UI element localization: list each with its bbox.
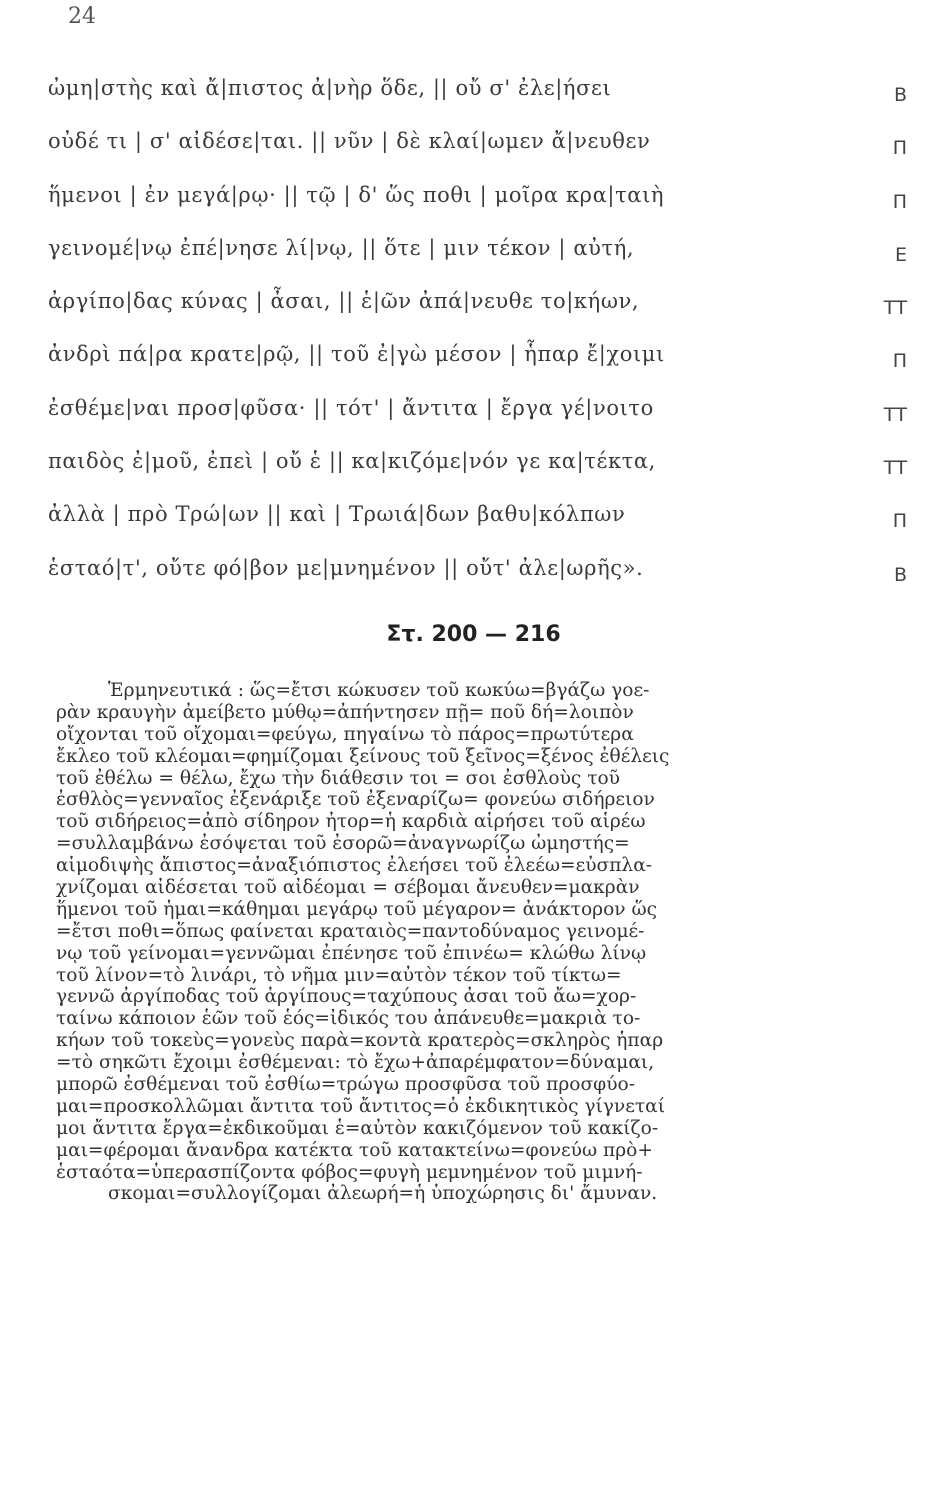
commentary-line: Ἑρμηνευτικά : ὥς=ἔτσι κώκυσεν τοῦ κωκύω=βγάζω γοε- [108, 680, 650, 701]
verse-block [0, 68, 947, 601]
commentary-line: τοῦ σιδήρειος=ἀπὸ σίδηρον ἦτορ=ἡ καρδιὰ αἱρήσει τοῦ αἱρέω [56, 811, 646, 833]
verse-scansion-mark: Π [892, 137, 907, 160]
verse-scansion-mark: Β [893, 563, 907, 586]
verse-text: οὐδέ τι | σ' αἰδέσε|ται. || νῦν | δὲ κλαί|ωμεν ἄ|νευθεν [48, 129, 651, 154]
commentary-line: χνίζομαι αἰδέσεται τοῦ αἰδέομαι = σέβομαι ἄνευθεν=μακρὰν [56, 877, 640, 899]
commentary-line: μαι=προσκολλῶμαι ἄντιτα τοῦ ἄντιτος=ὁ ἐκδικητικὸς γίγνεταί [56, 1095, 665, 1117]
verse-line [0, 548, 947, 601]
verse-text: ἐσθέμε|ναι προσ|φῦσα· || τότ' | ἄντιτα | ἔργα γέ|νοιτο [48, 395, 654, 420]
verse-text: ὠμη|στὴς καὶ ἄ|πιστος ἀ|νὴρ ὅδε, || οὔ σ' ἐλε|ήσει [48, 76, 612, 100]
commentary-line: αἱμοδιψὴς ἄπιστος=ἀναξιόπιστος ἐλεήσει τοῦ ἐλεέω=εὐσπλα- [56, 855, 653, 877]
commentary-line: ρὰν κραυγὴν ἀμείβετο μύθῳ=ἀπήντησεν πῇ= ποῦ δή=λοιπὸν [56, 701, 634, 723]
commentary-line: μοι ἄντιτα ἔργα=ἐκδικοῦμαι ἑ=αὐτὸν κακιζόμενον τοῦ κακίζο- [56, 1117, 659, 1139]
commentary-line: οἴχονται τοῦ οἴχομαι=φεύγω, πηγαίνω τὸ πάρος=πρωτύτερα [56, 723, 634, 745]
verse-scansion-mark: ΤΤ [883, 457, 907, 480]
verse-text: ἀλλὰ | πρὸ Τρώ|ων || καὶ | Τρωιά|δων βαθυ|κόλπων [48, 502, 626, 527]
verse-scansion-mark: Π [892, 350, 907, 373]
commentary-line: ταίνω κάποιον ἑῶν τοῦ ἑός=ἰδικός του ἀπάνευθε=μακριὰ το- [56, 1008, 641, 1030]
commentary-line: νῳ τοῦ γείνομαι=γεννῶμαι ἐπένησε τοῦ ἐπινέω= κλώθω λίνῳ [56, 942, 647, 964]
commentary-line: ἥμενοι τοῦ ἧμαι=κάθημαι μεγάρῳ τοῦ μέγαρον= ἀνάκτορον ὥς [56, 898, 658, 920]
verse-text: ἥμενοι | ἐν μεγά|ρῳ· || τῷ | δ' ὥς ποθι | μοῖρα κρα|ταιὴ [48, 182, 665, 207]
verse-text: ἀργίπο|δας κύνας | ἆσαι, || ἑ|ῶν ἀπά|νευθε το|κήων, [48, 289, 640, 314]
verse-line [0, 121, 947, 174]
commentary-line: ἑσταότα=ὑπερασπίζοντα φόβος=φυγὴ μεμνημένον τοῦ μιμνή- [56, 1161, 643, 1183]
verse-scansion-mark: ΤΤ [883, 297, 907, 320]
verse-text: γεινομέ|νῳ ἐπέ|νησε λί|νῳ, || ὅτε | μιν τέκον | αὐτή, [48, 235, 635, 260]
commentary-line: μπορῶ ἐσθέμεναι τοῦ ἐσθίω=τρώγω προσφῦσα τοῦ προσφύο- [56, 1074, 635, 1096]
verse-text: παιδὸς ἐ|μοῦ, ἐπεὶ | οὔ ἑ || κα|κιζόμε|νόν γε κα|τέκτα, [48, 449, 656, 474]
verse-scansion-mark: Π [892, 190, 907, 213]
verse-line [0, 281, 947, 334]
verse-line [0, 68, 947, 121]
commentary-line: κήων τοῦ τοκεὺς=γονεὺς παρὰ=κοντὰ κρατερὸς=σκληρὸς ἧπαρ [56, 1030, 664, 1052]
page-number: 24 [68, 4, 96, 29]
verse-line [0, 388, 947, 441]
verse-text: ἀνδρὶ πά|ρα κρατε|ρῷ, || τοῦ ἐ|γὼ μέσον | ἧπαρ ἔ|χοιμι [48, 342, 665, 367]
commentary-line: ἔκλεο τοῦ κλέομαι=φημίζομαι ξείνους τοῦ ξεῖνος=ξένος ἐθέλεις [56, 745, 670, 767]
commentary-line: ἐσθλὸς=γενναῖος ἐξενάριξε τοῦ ἐξεναρίζω= φονεύω σιδήρειον [56, 789, 655, 811]
commentary-line: τοῦ λίνον=τὸ λινάρι, τὸ νῆμα μιν=αὐτὸν τέκον τοῦ τίκτω= [56, 964, 622, 986]
commentary-line: =τὸ σηκῶτι ἔχοιμι ἐσθέμεναι: τὸ ἔχω+ἀπαρέμφατον=δύναμαι, [56, 1052, 655, 1074]
commentary-line: γεννῶ ἀργίποδας τοῦ ἀργίπους=ταχύπους ἆσαι τοῦ ἄω=χορ- [56, 986, 637, 1008]
commentary-line: τοῦ ἐθέλω = θέλω, ἔχω τὴν διάθεσιν τοι = σοι ἐσθλοὺς τοῦ [56, 767, 620, 789]
verse-line [0, 441, 947, 494]
commentary-line: μαι=φέρομαι ἄνανδρα κατέκτα τοῦ κατακτείνω=φονεύω πρὸ+ [56, 1139, 653, 1161]
verse-line [0, 334, 947, 387]
verse-scansion-mark: ΤΤ [883, 403, 907, 426]
commentary-line: =συλλαμβάνω ἐσόψεται τοῦ ἐσορῶ=ἀναγνωρίζω ὠμηστής= [56, 833, 630, 855]
verse-scansion-mark: Ε [894, 243, 907, 266]
verse-scansion-mark: Π [892, 510, 907, 533]
section-heading: Στ. 200 — 216 [386, 622, 561, 647]
verse-scansion-mark: Β [893, 84, 907, 106]
verse-line [0, 228, 947, 281]
commentary-block [56, 680, 908, 1205]
verse-line [0, 494, 947, 547]
verse-text: ἑσταό|τ', οὔτε φό|βον με|μνημένον || οὔτ' ἀλε|ωρῆς». [48, 555, 644, 580]
commentary-line: σκομαι=συλλογίζομαι ἀλεωρή=ἡ ὑποχώρησις δι' ἄμυναν. [108, 1183, 658, 1205]
commentary-line: =ἔτσι ποθι=ὅπως φαίνεται κραταιὸς=παντοδύναμος γεινομέ- [56, 920, 645, 942]
verse-line [0, 175, 947, 228]
